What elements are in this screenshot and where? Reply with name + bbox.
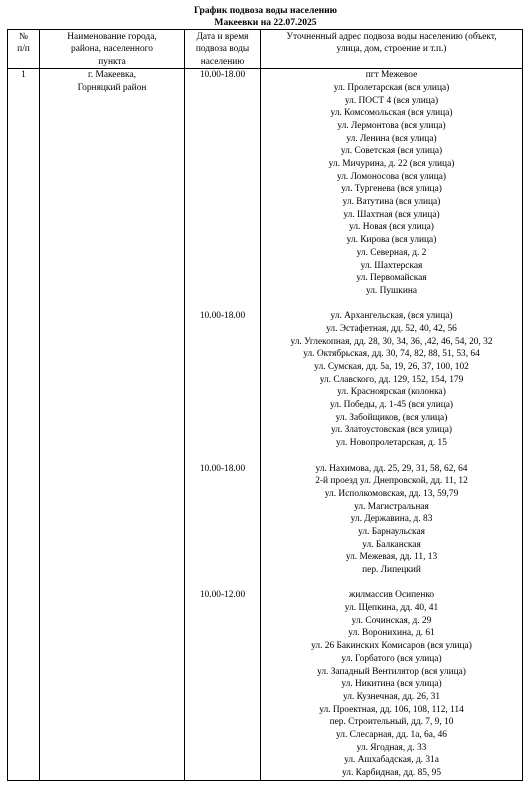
address-line: ул. Ягодная, д. 33 — [356, 742, 427, 753]
time-spacer — [185, 437, 260, 450]
address-line: ул. Ватутина (вся улица) — [342, 197, 441, 208]
address-line: ул. Пушкина — [365, 285, 418, 296]
address-line: ул. Эстафетная, дд. 52, 40, 42, 56 — [326, 323, 457, 334]
time-spacer — [185, 348, 260, 361]
address-line: ул. Исполкомовская, дд. 13, 59,79 — [324, 488, 459, 499]
time-spacer — [185, 767, 260, 780]
time-spacer — [185, 323, 260, 336]
time-spacer — [185, 196, 260, 209]
address-line: ул. Первомайская — [356, 273, 427, 284]
address-line: пер. Липецкий — [362, 565, 421, 576]
time-spacer — [185, 501, 260, 514]
address-line: ул. Балканская — [362, 539, 421, 550]
address-line: ул. Щепкина, дд. 40, 41 — [344, 603, 439, 614]
time-spacer — [185, 285, 260, 298]
delivery-time: 10.00-18.00 — [199, 463, 246, 474]
header-num: № п/п — [8, 30, 40, 69]
address-line: ул. Горбатого (вся улица) — [341, 653, 442, 664]
time-spacer — [185, 412, 260, 425]
time-spacer — [185, 666, 260, 679]
time-spacer — [185, 678, 260, 691]
row-number: 1 — [8, 69, 40, 781]
address-line: ул. Красноярская (колонка) — [337, 387, 446, 398]
address-line: ул. Мичурина, д. 22 (вся улица) — [328, 159, 455, 170]
address-line: ул. Златоустовская (вся улица) — [331, 425, 452, 436]
address-line: ул. Сумская, дд. 5а, 19, 26, 37, 100, 102 — [314, 362, 469, 373]
address-line: ул. Воронихина, д. 61 — [348, 628, 435, 639]
time-spacer — [185, 729, 260, 742]
address-line: ул. Державина, д. 83 — [350, 514, 433, 525]
address-line: ул. Лермонтова (вся улица) — [337, 120, 446, 131]
title-line-1: График подвоза воды населению — [194, 5, 337, 16]
address-line: ул. Тургенева (вся улица) — [341, 184, 442, 195]
time-spacer — [185, 234, 260, 247]
address-line: ул. Магистральная — [354, 501, 429, 512]
time-spacer — [185, 82, 260, 95]
time-spacer — [185, 183, 260, 196]
time-spacer — [185, 564, 260, 577]
title-line-2: Макеевки на 22.07.2025 — [214, 16, 317, 28]
document-title — [0, 5, 531, 28]
time-spacer — [185, 209, 260, 222]
address-line: ул. Шахтерская — [360, 260, 423, 271]
address-line: ул. Славского, дд. 129, 152, 154, 179 — [319, 374, 464, 385]
delivery-time: 10.00-18.00 — [199, 70, 246, 81]
time-spacer — [185, 133, 260, 146]
time-spacer — [185, 221, 260, 234]
address-line: ул. Западный Вентилятор (вся улица) — [317, 666, 466, 677]
address-line: ул. Межевая, дд. 11, 13 — [345, 552, 438, 563]
address-line: ул. Забойщиков, (вся улица) — [335, 412, 448, 423]
address-line: ул. Слесарная, дд. 1а, 6а, 46 — [336, 729, 447, 740]
address-line: ул. Углекопная, дд. 28, 30, 34, 36, ,42, 46, 54, 20, 32 — [290, 336, 493, 347]
time-spacer — [185, 336, 260, 349]
time-spacer — [185, 754, 260, 767]
address-line: ул. ПОСТ 4 (вся улица) — [344, 95, 439, 106]
row-time-column — [185, 69, 261, 781]
time-spacer — [185, 488, 260, 501]
address-line: ул. 26 Бакинских Комисаров (вся улица) — [311, 641, 472, 652]
time-spacer — [185, 742, 260, 755]
address-line: ул. Проектная, дд. 106, 108, 112, 114 — [319, 704, 464, 715]
time-spacer — [185, 627, 260, 640]
time-spacer — [185, 716, 260, 729]
address-line: 2-й проезд ул. Днепровской, дд. 11, 12 — [315, 476, 468, 487]
time-spacer — [185, 539, 260, 552]
address-line: ул. Кирова (вся улица) — [346, 235, 437, 246]
time-spacer — [185, 704, 260, 717]
address-line: ул. Пролетарская (вся улица) — [333, 82, 450, 93]
address-line: ул. Сочинская, д. 29 — [351, 615, 432, 626]
group-gap — [261, 577, 522, 590]
time-spacer — [185, 615, 260, 628]
header-address: Уточненный адрес подвоза воды населению (объект, улица, дом, строение и т.п.) — [261, 30, 523, 69]
address-line: ул. Шахтная (вся улица) — [343, 209, 440, 220]
address-line: ул. Новопролетарская, д. 15 — [336, 438, 447, 449]
address-line: пгт Межевое — [365, 70, 418, 81]
address-line: пер. Строительный, дд. 7, 9, 10 — [329, 717, 454, 728]
row-place: г. Макеевка, Горняцкий район — [40, 69, 185, 781]
group-gap — [185, 298, 260, 311]
time-spacer — [185, 424, 260, 437]
header-place: Наименование города, района, населенного пункта — [40, 30, 185, 69]
group-gap — [261, 298, 522, 311]
address-line: ул. Нахимова, дд. 25, 29, 31, 58, 62, 64 — [315, 463, 468, 474]
address-line: ул. Ленина (вся улица) — [346, 133, 437, 144]
group-gap — [185, 577, 260, 590]
address-line: ул. Никитина (вся улица) — [341, 679, 442, 690]
time-spacer — [185, 386, 260, 399]
table-row — [8, 69, 523, 781]
address-line: ул. Победы, д. 1-45 (вся улица) — [329, 400, 454, 411]
delivery-time: 10.00-18.00 — [199, 311, 246, 322]
time-spacer — [185, 551, 260, 564]
address-line: ул. Кузнечная, дд. 26, 31 — [342, 691, 441, 702]
delivery-time: 10.00-12.00 — [199, 590, 246, 601]
time-spacer — [185, 361, 260, 374]
address-line: ул. Ломоносова (вся улица) — [336, 171, 447, 182]
address-line: ул. Новая (вся улица) — [349, 222, 434, 233]
header-time: Дата и время подвоза воды населению — [185, 30, 261, 69]
time-spacer — [185, 120, 260, 133]
time-spacer — [185, 95, 260, 108]
table-header-row — [8, 30, 523, 69]
address-line: ул. Барнаульская — [358, 526, 425, 537]
time-spacer — [185, 374, 260, 387]
time-spacer — [185, 691, 260, 704]
address-line: ул. Северная, д. 2 — [356, 247, 427, 258]
time-spacer — [185, 602, 260, 615]
time-spacer — [185, 653, 260, 666]
row-address-column — [261, 69, 523, 781]
address-line: ул. Карбидная, дд. 85, 95 — [341, 768, 442, 779]
time-spacer — [185, 171, 260, 184]
time-spacer — [185, 260, 260, 273]
address-line: ул. Архангельская, (вся улица) — [330, 311, 453, 322]
time-spacer — [185, 513, 260, 526]
time-spacer — [185, 107, 260, 120]
time-spacer — [185, 399, 260, 412]
water-schedule-table — [7, 29, 523, 781]
address-line: ул. Советская (вся улица) — [340, 146, 443, 157]
group-gap — [261, 450, 522, 463]
time-spacer — [185, 145, 260, 158]
address-line: ул. Октябрьская, дд. 30, 74, 82, 88, 51, 53, 64 — [303, 349, 480, 360]
time-spacer — [185, 158, 260, 171]
time-spacer — [185, 247, 260, 260]
address-line: жилмассив Осипенко — [348, 590, 435, 601]
address-line: ул. Ашхабадская, д. 31а — [344, 755, 439, 766]
time-spacer — [185, 640, 260, 653]
time-spacer — [185, 475, 260, 488]
time-spacer — [185, 526, 260, 539]
time-spacer — [185, 272, 260, 285]
address-line: ул. Комсомольская (вся улица) — [330, 108, 453, 119]
group-gap — [185, 450, 260, 463]
